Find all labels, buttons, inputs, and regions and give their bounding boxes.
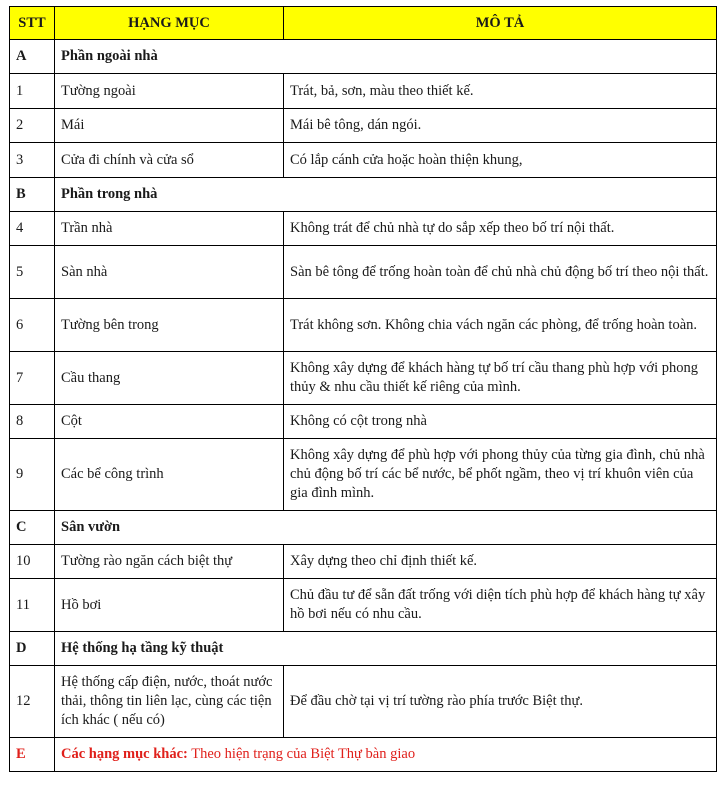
table-row (10, 439, 717, 511)
row-item: Cửa đi chính và cửa sổ (55, 143, 284, 178)
section-code: D (10, 632, 55, 666)
row-item: Mái (55, 109, 284, 143)
row-item: Trần nhà (55, 212, 284, 246)
section-code: C (10, 511, 55, 545)
row-desc: Không có cột trong nhà (284, 405, 717, 439)
row-item: Hồ bơi (55, 579, 284, 632)
row-stt: 10 (10, 545, 55, 579)
row-item: Tường rào ngăn cách biệt thự (55, 545, 284, 579)
row-stt: 2 (10, 109, 55, 143)
section-code: A (10, 40, 55, 74)
footer-cell (55, 738, 717, 772)
row-item: Cột (55, 405, 284, 439)
row-desc: Không xây dựng để phù hợp với phong thủy của từng gia đình, chủ nhà chủ động bố trí các bể nước, bể phốt ngầm, theo vị trí khuôn viên của gia đình mình. (284, 439, 717, 511)
row-item: Các bể công trình (55, 439, 284, 511)
row-item: Cầu thang (55, 352, 284, 405)
row-desc: Để đầu chờ tại vị trí tường rào phía trước Biệt thự. (284, 666, 717, 738)
footer-row (10, 738, 717, 772)
row-desc: Có lắp cánh cửa hoặc hoàn thiện khung, (284, 143, 717, 178)
table-row (10, 666, 717, 738)
table-row (10, 74, 717, 109)
row-item: Tường ngoài (55, 74, 284, 109)
section-row-c (10, 511, 717, 545)
row-stt: 4 (10, 212, 55, 246)
row-stt: 6 (10, 299, 55, 352)
section-row-d (10, 632, 717, 666)
table-row (10, 299, 717, 352)
table-row (10, 212, 717, 246)
row-item: Hệ thống cấp điện, nước, thoát nước thải, thông tin liên lạc, cùng các tiện ích khác ( nếu có) (55, 666, 284, 738)
row-desc: Trát không sơn. Không chia vách ngăn các phòng, để trống hoàn toàn. (284, 299, 717, 352)
row-stt: 9 (10, 439, 55, 511)
table-header-row (10, 7, 717, 40)
table-row (10, 143, 717, 178)
row-stt: 1 (10, 74, 55, 109)
table-row (10, 405, 717, 439)
row-desc: Không trát để chủ nhà tự do sắp xếp theo bố trí nội thất. (284, 212, 717, 246)
footer-desc: Theo hiện trạng của Biệt Thự bàn giao (187, 746, 416, 762)
row-desc: Không xây dựng để khách hàng tự bố trí cầu thang phù hợp với phong thủy & nhu cầu thiết kế riêng của mình. (284, 352, 717, 405)
header-stt: STT (10, 7, 55, 40)
table-row (10, 246, 717, 299)
row-desc: Trát, bả, sơn, màu theo thiết kế. (284, 74, 717, 109)
section-code: B (10, 178, 55, 212)
row-item: Sàn nhà (55, 246, 284, 299)
row-stt: 7 (10, 352, 55, 405)
row-desc: Chủ đầu tư để sẵn đất trống với diện tích phù hợp để khách hàng tự xây hồ bơi nếu có nhu cầu. (284, 579, 717, 632)
section-row-a (10, 40, 717, 74)
row-stt: 12 (10, 666, 55, 738)
row-desc: Mái bê tông, dán ngói. (284, 109, 717, 143)
footer-label: Các hạng mục khác: (61, 746, 188, 762)
table-row (10, 579, 717, 632)
table-row (10, 545, 717, 579)
section-title: Sân vườn (55, 511, 717, 545)
row-stt: 3 (10, 143, 55, 178)
section-row-b (10, 178, 717, 212)
row-stt: 11 (10, 579, 55, 632)
row-stt: 8 (10, 405, 55, 439)
row-desc: Sàn bê tông để trống hoàn toàn để chủ nhà chủ động bố trí theo nội thất. (284, 246, 717, 299)
row-desc: Xây dựng theo chỉ định thiết kế. (284, 545, 717, 579)
header-desc: MÔ TẢ (284, 7, 717, 40)
spec-table (9, 6, 717, 772)
table-row (10, 109, 717, 143)
section-title: Phần ngoài nhà (55, 40, 717, 74)
row-stt: 5 (10, 246, 55, 299)
section-title: Hệ thống hạ tầng kỹ thuật (55, 632, 717, 666)
row-item: Tường bên trong (55, 299, 284, 352)
table-row (10, 352, 717, 405)
section-title: Phần trong nhà (55, 178, 717, 212)
header-item: HẠNG MỤC (55, 7, 284, 40)
footer-code: E (10, 738, 55, 772)
